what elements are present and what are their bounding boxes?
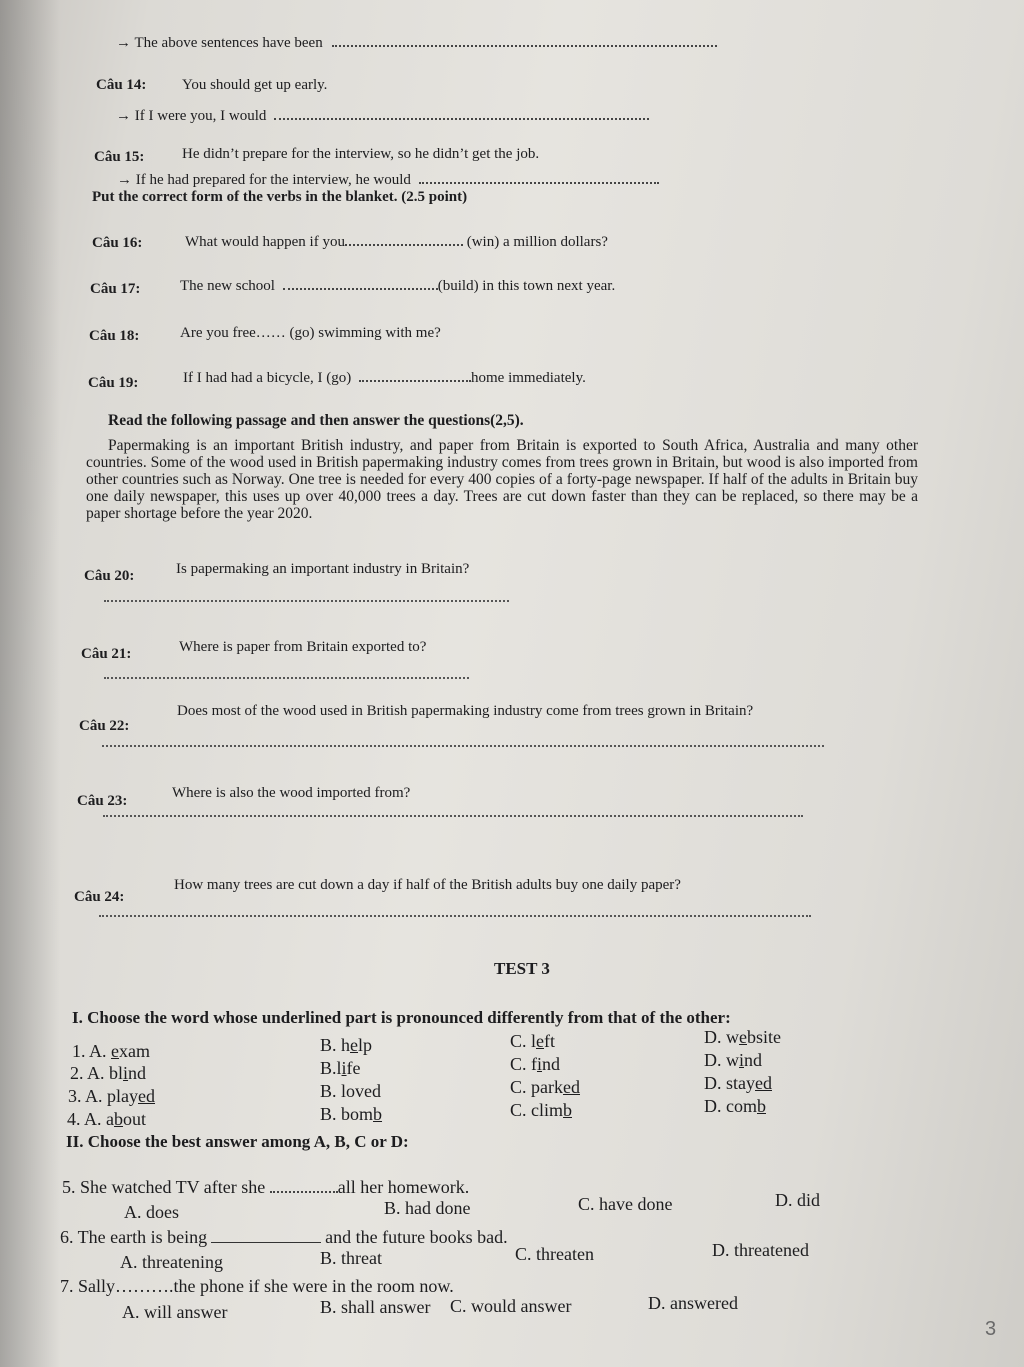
q15-answer-blank[interactable]	[419, 170, 659, 184]
q19-pre: If I had had a bicycle, I (go)	[183, 370, 352, 386]
q16-post: (win) a million dollars?	[466, 234, 608, 250]
q19-blank[interactable]	[359, 368, 471, 382]
word-part: C. l	[510, 1031, 537, 1051]
part1-row-4-d	[704, 1095, 766, 1117]
q23-label: Câu 23:	[77, 793, 128, 809]
q6-stem-pre: 6. The earth is being	[60, 1227, 208, 1247]
q5-stem-post: all her homework.	[337, 1177, 470, 1197]
part1-row-3-d	[704, 1072, 772, 1094]
word-part: C. f	[510, 1054, 537, 1074]
underlined-part: b	[114, 1109, 124, 1129]
q14-answer-blank[interactable]	[274, 106, 649, 120]
q15-prompt	[117, 170, 659, 189]
q7-option-a[interactable]: A. will answer	[122, 1302, 228, 1322]
section-verbs-heading: Put the correct form of the verbs in the blanket. (2.5 point)	[92, 189, 468, 205]
q6-option-a[interactable]: A. threatening	[120, 1252, 223, 1272]
reading-passage	[86, 437, 918, 522]
q18-label: Câu 18:	[89, 328, 140, 344]
test-title: TEST 3	[494, 959, 550, 978]
q21-text: Where is paper from Britain exported to?	[179, 639, 427, 655]
option-number: 3. A.	[68, 1086, 103, 1106]
word-part: C. park	[510, 1077, 563, 1097]
underlined-part: b	[757, 1096, 766, 1116]
q19-label: Câu 19:	[88, 375, 139, 391]
part1-row-3-b	[320, 1080, 381, 1102]
word-part: ft	[544, 1031, 556, 1051]
q21-label: Câu 21:	[81, 646, 132, 662]
part1-row-1-a	[72, 1040, 150, 1062]
q15-text: He didn’t prepare for the interview, so he didn’t get the job.	[182, 146, 540, 162]
word-part: a	[106, 1109, 115, 1129]
q6-option-d[interactable]: D. threatened	[712, 1240, 809, 1260]
underlined-part: e	[739, 1027, 747, 1047]
underlined-part: i	[123, 1063, 129, 1083]
underlined-part: i	[537, 1054, 543, 1074]
word-part: D. stay	[704, 1073, 755, 1093]
part2-heading: II. Choose the best answer among A, B, C or D:	[66, 1132, 409, 1151]
part1-row-2-b	[320, 1057, 361, 1079]
q22-label: Câu 22:	[79, 718, 130, 734]
q7-option-d[interactable]: D. answered	[648, 1293, 738, 1313]
option-number: 1. A.	[72, 1041, 107, 1061]
q5-option-c[interactable]: C. have done	[578, 1194, 673, 1214]
word-part: B. h	[320, 1035, 351, 1055]
q19-sentence	[183, 368, 586, 387]
part1-heading: I. Choose the word whose underlined part is pronounced differently from that of the other:	[72, 1008, 731, 1027]
answer-blank[interactable]	[332, 33, 717, 47]
underlined-part: e	[111, 1041, 120, 1061]
q5-option-a[interactable]: A. does	[124, 1202, 179, 1222]
q16-sentence	[185, 232, 608, 251]
page-number: 3	[985, 1318, 997, 1340]
intro-line	[116, 33, 717, 52]
word-part: C. clim	[510, 1100, 563, 1120]
intro-text: → The above sentences have been	[116, 35, 323, 51]
part1-row-1-b	[320, 1034, 372, 1056]
q15-label: Câu 15:	[94, 149, 145, 165]
q7-stem: 7. Sally……….the phone if she were in the room now.	[60, 1276, 454, 1296]
part1-row-2-a	[70, 1062, 146, 1084]
q14-prompt	[116, 106, 649, 125]
underlined-part: e	[350, 1035, 359, 1055]
part1-row-4-a	[67, 1108, 146, 1130]
q15-prompt-text: → If he had prepared for the interview, he would	[117, 172, 411, 188]
q14-prompt-text: → If I were you, I would	[116, 108, 267, 124]
q17-label: Câu 17:	[90, 281, 141, 297]
q14-text: You should get up early.	[182, 77, 328, 93]
word-part: B. lov	[320, 1081, 365, 1101]
part1-row-1-d	[704, 1026, 781, 1048]
q16-pre: What would happen if you	[185, 234, 345, 250]
word-part: nd	[744, 1050, 763, 1070]
q6-blank[interactable]	[211, 1228, 321, 1243]
word-part: B. bom	[320, 1104, 374, 1124]
q5-stem-pre: 5. She watched TV after she	[62, 1177, 266, 1197]
q5-option-d[interactable]: D. did	[775, 1190, 820, 1210]
q24-answer-line[interactable]	[99, 915, 811, 917]
q19-post: home immediately.	[471, 370, 586, 386]
word-part: lp	[358, 1035, 373, 1055]
underlined-part: i	[341, 1058, 347, 1078]
q24-text: How many trees are cut down a day if half of the British adults buy one daily paper?	[174, 877, 681, 893]
underlined-part: b	[373, 1104, 383, 1124]
word-part: B.l	[320, 1058, 342, 1078]
q23-text: Where is also the wood imported from?	[172, 785, 411, 801]
q5-stem	[62, 1176, 469, 1198]
underlined-part: ed	[755, 1073, 772, 1093]
part1-row-4-b	[320, 1103, 382, 1125]
q23-answer-line[interactable]	[103, 815, 803, 817]
q7-option-b[interactable]: B. shall answer	[320, 1297, 431, 1317]
q17-pre: The new school	[180, 278, 275, 294]
passage-text: Papermaking is an important British industry, and paper from Britain is exported to South Africa, Australia and many other countries. Some of the wood used in British papermaking industry comes from trees grown in Britain, but wood is also imported from other countries such as Norway. One tree is needed for every 400 copies of a forty-page newspaper. If half of the adults in Britain buy one daily newspaper, this uses up over 40,000 trees a day. Trees are cut down faster than they can be replaced, so there may be a paper shortage before the year 2020.	[86, 437, 918, 522]
q20-answer-line[interactable]	[104, 600, 509, 602]
option-number: 4. A.	[67, 1109, 102, 1129]
part1-row-2-c	[510, 1053, 560, 1075]
q5-blank[interactable]	[270, 1179, 338, 1193]
word-part: ed	[364, 1081, 382, 1101]
part1-row-3-a	[68, 1085, 155, 1107]
q16-blank[interactable]	[345, 232, 463, 246]
q17-sentence	[180, 276, 615, 295]
q7-option-c[interactable]: C. would answer	[450, 1296, 572, 1316]
reading-heading: Read the following passage and then answer the questions(2,5).	[108, 412, 524, 429]
word-part: bsite	[747, 1027, 781, 1047]
q24-label: Câu 24:	[74, 889, 125, 905]
word-part: D. w	[704, 1050, 739, 1070]
word-part: bl	[109, 1063, 124, 1083]
q14-label: Câu 14:	[96, 77, 147, 93]
q6-option-c[interactable]: C. threaten	[515, 1244, 594, 1264]
word-part: D. w	[704, 1027, 739, 1047]
q22-answer-line[interactable]	[102, 745, 824, 747]
underlined-part: e	[536, 1031, 545, 1051]
q6-stem-post: and the future books bad.	[325, 1227, 508, 1247]
part1-row-1-c	[510, 1030, 555, 1052]
word-part: xam	[119, 1041, 151, 1061]
underlined-part: i	[739, 1050, 745, 1070]
word-part: fe	[346, 1058, 361, 1078]
underlined-part: ed	[138, 1086, 156, 1106]
word-part: play	[107, 1086, 139, 1106]
word-part: D. com	[704, 1096, 757, 1116]
q6-option-b[interactable]: B. threat	[320, 1248, 382, 1268]
q18-sentence: Are you free…… (go) swimming with me?	[180, 325, 441, 341]
q21-answer-line[interactable]	[104, 677, 469, 679]
q20-text: Is papermaking an important industry in Britain?	[176, 561, 470, 577]
q5-option-b[interactable]: B. had done	[384, 1198, 471, 1218]
word-part: out	[123, 1109, 147, 1129]
q20-label: Câu 20:	[84, 568, 135, 584]
underlined-part: ed	[563, 1077, 580, 1097]
part1-row-4-c	[510, 1099, 572, 1121]
word-part: nd	[542, 1054, 561, 1074]
part1-row-3-c	[510, 1076, 580, 1098]
q17-post: (build) in this town next year.	[437, 278, 616, 294]
option-number: 2. A.	[70, 1063, 105, 1083]
word-part: nd	[128, 1063, 147, 1083]
q16-label: Câu 16:	[92, 235, 143, 251]
part1-row-2-d	[704, 1049, 762, 1071]
underlined-part: b	[563, 1100, 572, 1120]
q22-text: Does most of the wood used in British papermaking industry come from trees grown in Britain?	[177, 703, 754, 719]
q6-stem	[60, 1226, 508, 1248]
q17-blank[interactable]	[283, 276, 438, 290]
